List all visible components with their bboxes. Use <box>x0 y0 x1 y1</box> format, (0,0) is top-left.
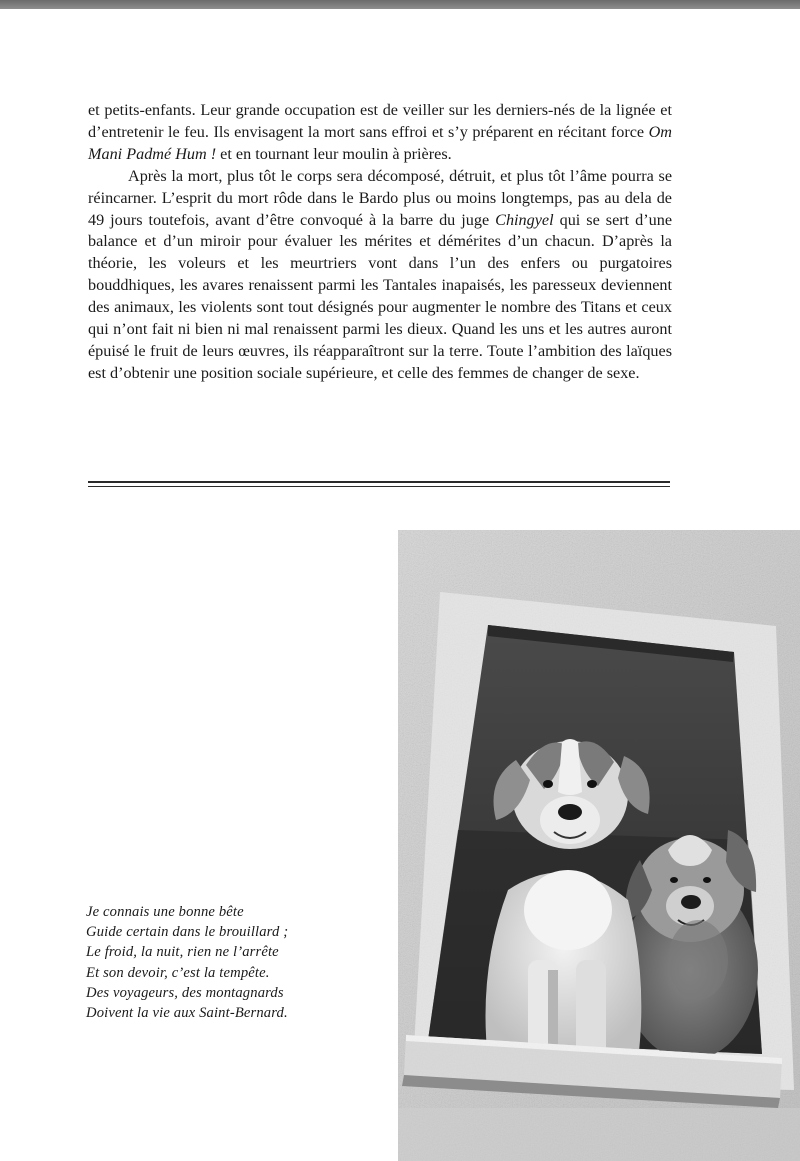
poem-line-5: Des voyageurs, des montagnards <box>86 984 284 1001</box>
p2-text-b: qui se sert d’une balance et d’un miroir pour évaluer les mérites et démérites d’un chacun. D’après la théorie, les voleurs et les meurtriers vont dans l’un des enfers ou purgatoires bouddhiques, les avares renaissent parmi les Tantales inapaisés, les paresseux deviennent des animaux, les violents sont tout désignés pour augmenter le nombre des Titans et ceux qui n’ont fait ni bien ni mal renaissent parmi les dieux. Quand les uns et les autres auront épuisé le fruit de leurs œuvres, ils réapparaîtront sur la terre. Toute l’ambition des laïques est d’obtenir une position sociale supérieure, et celle des femmes de changer de sexe. <box>88 210 673 382</box>
double-rule-bottom <box>88 486 670 487</box>
dog-left <box>486 739 650 1060</box>
poem <box>86 902 386 1023</box>
p1-text-a: et petits-enfants. Leur grande occupation est de veiller sur les derniers-nés de la lignée et d’entretenir le feu. Ils envisagent la mort sans effroi et s’y préparent en récitant force <box>88 101 672 141</box>
mantra-italic: Om Mani Padmé Hum ! <box>88 122 672 163</box>
p1-text-b: et en tournant leur moulin à prières. <box>216 144 452 163</box>
poem-line-3: Le froid, la nuit, rien ne l’arrête <box>86 944 279 961</box>
scan-top-edge <box>0 0 800 9</box>
poem-line-1: Je connais une bonne bête <box>86 904 244 920</box>
poem-line-4: Et son devoir, c’est la tempête. <box>86 964 270 981</box>
poem-line-2: Guide certain dans le brouillard ; <box>86 924 289 941</box>
judge-name-italic: Chingyel <box>495 210 554 229</box>
paragraph-2 <box>88 166 672 385</box>
body-text <box>88 100 672 385</box>
poem-line-6: Doivent la vie aux Saint-Bernard. <box>86 1005 288 1022</box>
paragraph-1 <box>88 100 672 166</box>
double-rule-top <box>88 481 670 483</box>
saint-bernard-photo <box>398 530 800 1161</box>
photo-illustration <box>398 530 800 1161</box>
p2-text-a: Après la mort, plus tôt le corps sera décomposé, détruit, et plus tôt l’âme pourra se réincarner. L’esprit du mort rôde dans le Bardo plus ou moins longtemps, pas au dela de 49 jours toutefois, avant d’être convoqué à la barre du juge <box>88 166 672 229</box>
